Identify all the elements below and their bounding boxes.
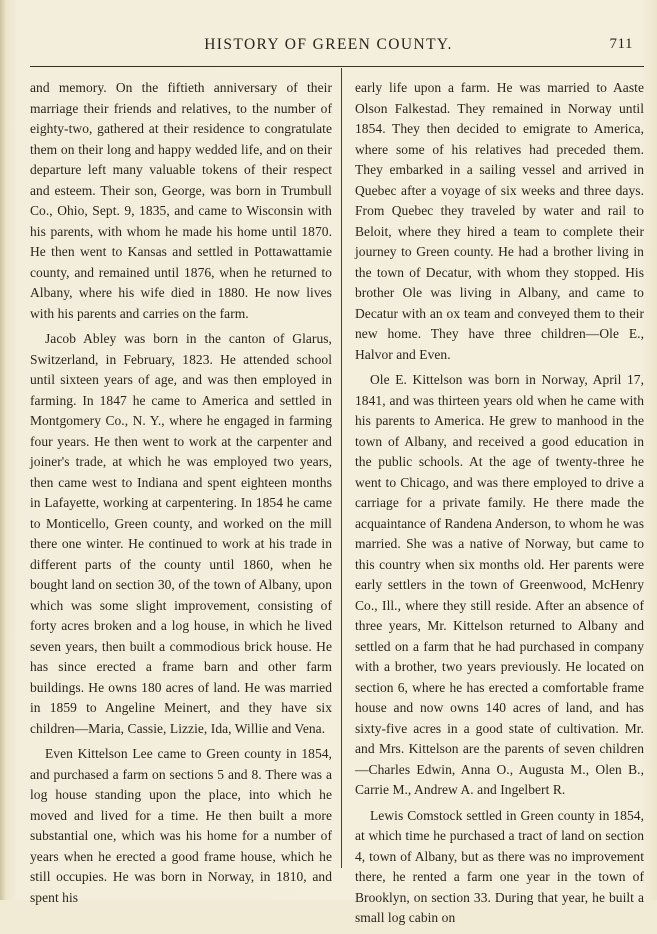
paragraph: Lewis Comstock settled in Green county in 1854, at which time he purchased a tract of land on section 4, town of Albany, but as there was no improvement there, he rented a farm one year in the town of Brooklyn, on section 33. During that year, he built a small log cabin on xyxy=(355,807,644,925)
paragraph: Ole E. Kittelson was born in Norway, April 17, 1841, and was thirteen years old when he came with his parents to America. He grew to manhood in the town of Albany, and received a good education in the public schools. At the age of twenty-three he went to Chicago, and was there employed to drive a carriage for a private family. He there made the acquaintance of Randena Anderson, to whom he was married. She was a native of Norway, but came to this country when six months old. Her parents were early settlers in the town of Greenwood, McHenry Co., Ill., where they still reside. After an absence of three years, Mr. Kittelson returned to Albany and settled on a farm that he had purchased in company with a brother, two years previously. He located on section 6, where he has erected a comfortable frame house and now owns 140 acres of land, and has sixty-five acres in a good state of cultivation. Mr. and Mrs. Kittelson are the parents of seven children—Charles Edwin, Anna O., Augusta M., Olen B., Carrie M., Andrew A. and Ingelbert R. xyxy=(355,372,644,797)
paragraph: and memory. On the fiftieth anniversary of their marriage their friends and relatives, to the number of eighty-two, gathered at their residence to congratulate them on their long and happy wedded life, and on their departure left many valuable tokens of their respect and esteem. Their son, George, was born in Trumbull Co., Ohio, Sept. 9, 1835, and came to Wisconsin with his parents, with whom he made his home until 1870. He then went to Kansas and settled in Pottawattamie county, and remained until 1876, when he returned to Albany, where his wife died in 1880. He now lives with his parents and carries on the farm. xyxy=(30,80,332,321)
running-title: HISTORY OF GREEN COUNTY. xyxy=(204,36,453,53)
left-column xyxy=(30,78,332,913)
page-header xyxy=(0,36,657,58)
page-binding-shadow xyxy=(0,0,6,900)
right-column xyxy=(355,78,644,934)
header-rule xyxy=(30,66,644,67)
paragraph: early life upon a farm. He was married to Aaste Olson Falkestad. They remained in Norway until 1854. They then decided to emigrate to America, where some of his relatives had preceded them. They embarked in a sailing vessel and arrived in Quebec after a voyage of six weeks and three days. From Quebec they traveled by water and rail to Beloit, where they hired a team to complete their journey to Green county. He had a brother living in the town of Decatur, with whom they stopped. His brother Ole was living in Albany, and came to Decatur with an ox team and conveyed them to their new home. They have three children—Ole E., Halvor and Even. xyxy=(355,80,644,362)
paragraph: Jacob Abley was born in the canton of Glarus, Switzerland, in February, 1823. He attended school until sixteen years of age, and was then employed in farming. In 1847 he came to America and settled in Montgomery Co., N. Y., where he engaged in farming four years. He then went to work at the carpenter and joiner's trade, at which he was employed two years, then came west to Indiana and spent eighteen months in Lafayette, working at carpentering. In 1854 he came to Monticello, Green county, and worked on the mill there one winter. He continued to work at his trade in different parts of the county until 1860, when he bought land on section 30, of the town of Albany, upon which was some slight improvement, consisting of forty acres broken and a log house, in which he lived seven years, then built a commodious brick house. He has since erected a frame barn and other farm buildings. He owns 180 acres of land. He was married in 1859 to Angeline Meinert, and they have six children—Maria, Cassie, Lizzie, Ida, Willie and Vena. xyxy=(30,331,332,736)
paragraph: Even Kittelson Lee came to Green county in 1854, and purchased a farm on sections 5 and 8. There was a log house standing upon the place, into which he moved and lived for a time. He then built a more substantial one, which was his home for a number of years when he erected a good frame house, which he still occupies. He was born in Norway, in 1810, and spent his xyxy=(30,746,332,905)
page-number: 711 xyxy=(609,36,633,52)
column-divider xyxy=(341,68,342,868)
